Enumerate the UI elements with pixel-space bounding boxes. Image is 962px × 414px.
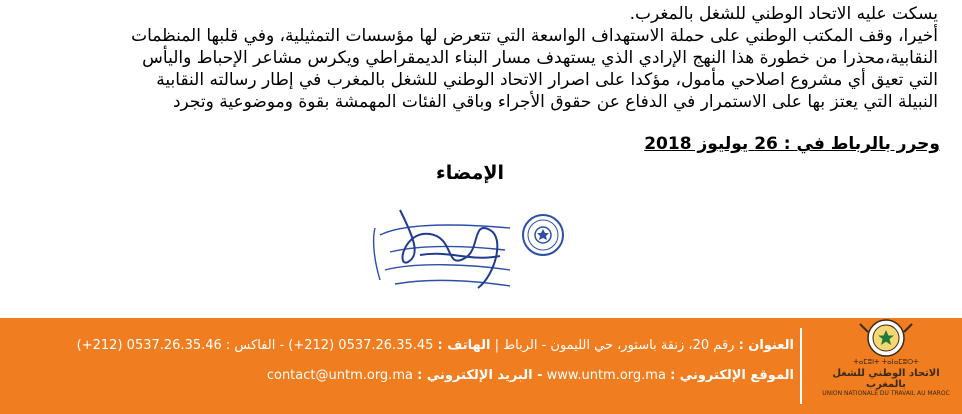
official-stamp-icon	[360, 200, 580, 300]
letter-line-5: النبيلة التي يعتز بها على الاستمرار في الدفاع عن حقوق الأجراء وباقي الفئات المهمشة بقوة وموضوعية وتجرد	[172, 92, 938, 112]
logo-area	[812, 318, 962, 414]
untm-emblem-icon	[812, 318, 960, 358]
logo-name-french: UNION NATIONALE DU TRAVAIL AU MAROC	[822, 390, 950, 397]
footer-divider	[800, 328, 802, 404]
address-label: العنوان :	[738, 338, 794, 353]
signature-title: الإمضاء	[436, 162, 504, 184]
letter-line-1: يسكت عليه الاتحاد الوطني للشغل بالمغرب.	[629, 4, 938, 24]
logo-name-arabic: الاتحاد الوطني للشغل بالمغرب	[832, 368, 940, 390]
footer-contact-row	[267, 368, 794, 383]
website-label: الموقع الإلكتروني :	[670, 368, 794, 383]
phone-label: الهاتف :	[437, 338, 491, 353]
phone-value: 0537.26.35.45 (212+)	[288, 338, 434, 353]
address-value: رقم 20، زنقة باستور، حي الليمون - الرباط	[503, 338, 735, 353]
fax-value: 0537.26.35.46 (212+)	[76, 338, 222, 353]
letter-line-2: أخيرا، وقف المكتب الوطني على حملة الاستهداف الواسعة التي تتعرض لها مؤسسات التمثيلية، وفي قلبها المنظمات	[131, 26, 938, 46]
letter-line-3: النقابية،محذرا من خطورة هذا النهج الإرادي الذي يستهدف مسار البناء الديمقراطي ويكرس مشاعر الإحباط واليأس	[142, 48, 938, 68]
footer-bar	[0, 318, 962, 414]
signature-stamp-block	[360, 200, 580, 300]
date-line: وحرر بالرباط في : 26 يوليوز 2018	[644, 134, 940, 154]
website-link[interactable]: www.untm.org.ma	[546, 368, 666, 383]
email-link[interactable]: contact@untm.org.ma	[266, 368, 413, 383]
letter-line-4: التي تعيق أي مشروع اصلاحي مأمول، مؤكدا على اصرار الاتحاد الوطني للشغل بالمغرب في إطار رسالته النقابية	[156, 70, 938, 90]
fax-label: - الفاكس :	[225, 338, 285, 353]
letter-paragraph	[43, 3, 938, 113]
logo-name-tifinagh: ⵜⴰⵎⵓⵏⵜ ⵜⴰⵏⴰⵎⵓⵔⵜ	[853, 358, 919, 366]
handwritten-signature	[400, 210, 500, 288]
footer-address-row: العنوان : رقم 20، زنقة باستور، حي الليمون - الرباط | الهاتف : 0537.26.35.45 (212+) - الفاكس : 0537.26.35.46 (212+)	[76, 338, 794, 353]
email-label: - البريد الإلكتروني :	[417, 368, 543, 383]
